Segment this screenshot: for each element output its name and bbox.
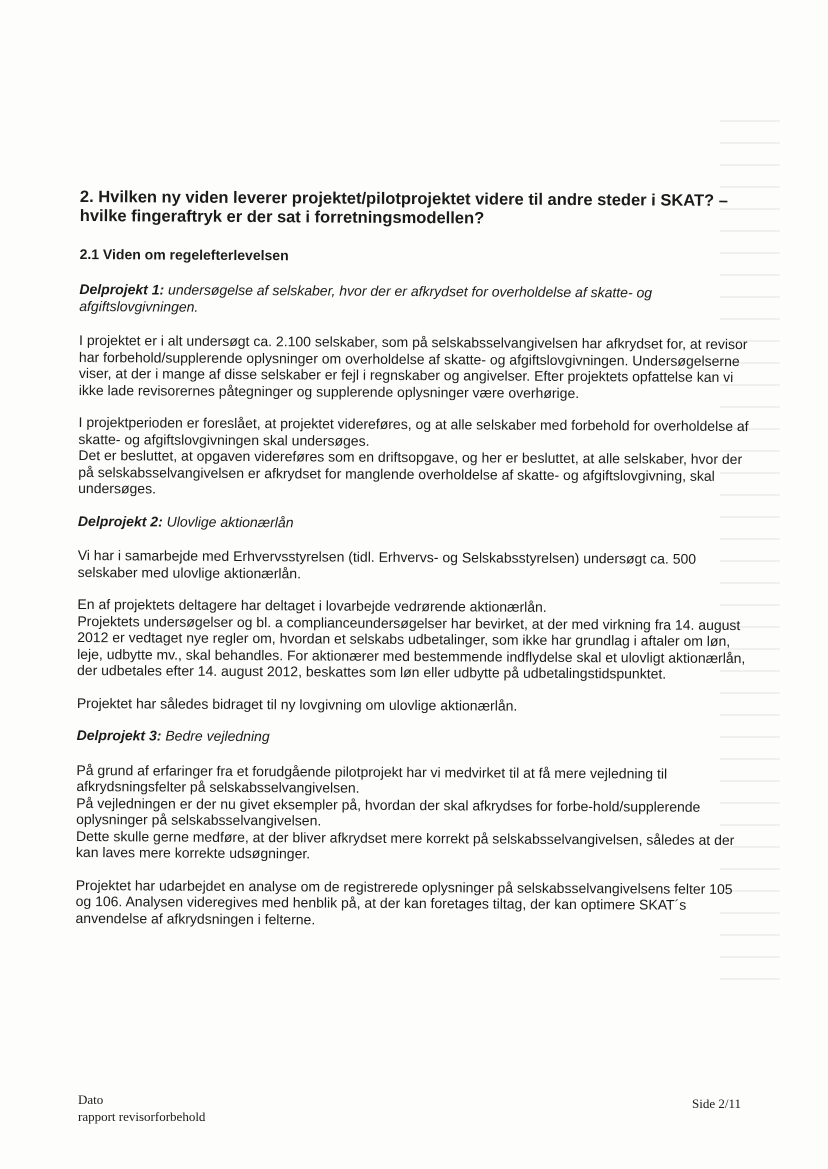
- subproject-1-title: undersøgelse af selskaber, hvor der er afkrydset for overholdelse af skatte- og afgiftslovgivningen.: [79, 281, 653, 315]
- subproject-1-label: Delprojekt 1:: [79, 280, 165, 298]
- subproject-3-title: Bedre vejledning: [165, 727, 270, 745]
- footer-date-label: Dato: [78, 1092, 104, 1107]
- subproject-3-label: Delprojekt 3:: [76, 726, 162, 744]
- paragraph: Dette skulle gerne medføre, at der bliver afkrydset mere korrekt på selskabsselvangivelsen, således at der kan laves mere korrekte udsøgninger.: [75, 827, 735, 862]
- subproject-2-label: Delprojekt 2:: [77, 512, 163, 530]
- paragraph: I projektet er i alt undersøgt ca. 2.100 selskaber, som på selskabsselvangivelsen har afkrydset for, at revisor har forbehold/supplerende oplysninger om overholdelse af skatte- og afgiftslovgivningen. Undersøgelserne viser, at der i mange af disse selskaber er fejl i regnskaber og angivelser. Efter projektets opfattelse kan vi ikke lade revisorernes påtegninger og supplerende oplysninger være overhørige.: [78, 331, 748, 401]
- paragraph: Projektet har således bidraget til ny lovgivning om ulovlige aktionærlån.: [76, 694, 518, 714]
- subproject-2-title: Ulovlige aktionærlån: [166, 513, 294, 530]
- paragraph: Projektets undersøgelser og bl. a complianceundersøgelser har bevirket, at der med virkning fra 14. august 2012 er vedtaget nye regler om, hvordan et selskabs udbetalinger, som ikke har grundlag i aftaler om løn, leje, udbytte mv., skal behandles. For aktionærer med bestemmende indflydelse skal et ulovligt aktionærlån, der udbetales efter 14. august 2012, beskattes som løn eller udbytte på udbetalingstidspunktet.: [77, 612, 746, 682]
- paragraph: På vejledningen er der nu givet eksempler på, hvordan der skal afkrydses for forbe-hold/supplerende oplysninger på selskabsselvangivelsen.: [76, 794, 701, 829]
- paragraph: En af projektets deltagere har deltaget i lovarbejde vedrørende aktionærlån.: [77, 595, 547, 615]
- page-number: Side 2/11: [692, 1096, 741, 1111]
- paragraph: På grund af erfaringer fra et forudgående pilotprojekt har vi medvirket til at få mere vejledning til afkrydsningsfelter på selskabsselvangivelsen.: [76, 761, 668, 796]
- paragraph: Det er besluttet, at opgaven videreføres som en driftsopgave, og her er besluttet, at alle selskaber, hvor der på selskabsselvangivelsen er afkrydset for manglende overholdelse af skatte- og afgiftslovgivning, skal undersøges.: [78, 446, 743, 497]
- paragraph: I projektperioden er foreslået, at projektet videreføres, og at alle selskaber med forbehold for overholdelse af skatte- og afgiftslovgivningen skal undersøges.: [78, 413, 749, 449]
- subproject-2-heading: [78, 512, 754, 533]
- subproject-1-heading: [79, 281, 755, 318]
- paragraph: Projektet har udarbejdet en analyse om de registrerede oplysninger på selskabsselvangivelsens felter 105 og 106. Analysen videregives med henblik på, at der kan foretages tiltag, der kan optimere SKAT´s anvendelse af afkrydsningen i felterne.: [75, 876, 733, 927]
- page-heading: 2. Hvilken ny viden leverer projektet/pilotprojektet videre til andre steder i SKAT? – hvilke fingeraftryk er der sat i forretningsmodellen?: [79, 188, 728, 228]
- footer-report-name: rapport revisorforbehold: [78, 1109, 206, 1124]
- footer-left: [78, 1091, 205, 1125]
- page-content: [75, 188, 756, 946]
- section-title: 2.1 Viden om regelefterlevelsen: [79, 245, 289, 264]
- subproject-3-heading: [77, 727, 753, 748]
- paragraph: Vi har i samarbejde med Erhvervsstyrelsen (tidl. Erhvervs- og Selskabsstyrelsen) undersøgt ca. 500 selskaber med ulovlige aktionærlån.: [77, 546, 697, 581]
